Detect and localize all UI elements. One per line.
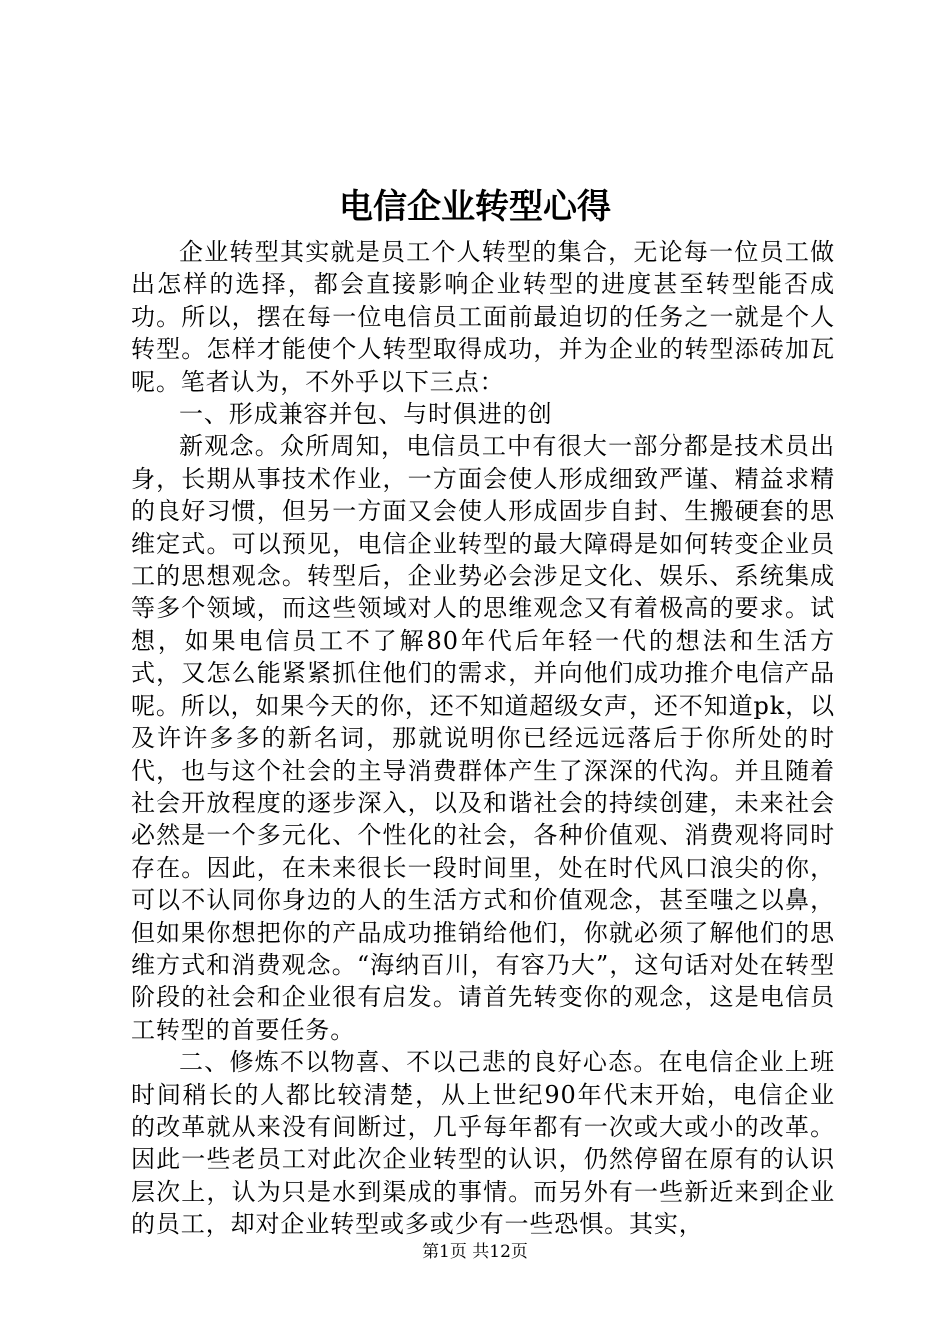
page-number: 第1页 共12页 <box>422 1242 528 1262</box>
paragraph-point-two: 二、修炼不以物喜、不以己悲的良好心态。在电信企业上班时间稍长的人都比较清楚，从上世纪90年代末开始，电信企业的改革就从来没有间断过，几乎每年都有一次或大或小的改革。因此一些老员工对此次企业转型的认识，仍然停留在原有的认识层次上，认为只是水到渠成的事情。而另外有一些新近来到企业的员工，却对企业转型或多或少有一些恐惧。其实， <box>131 1048 835 1239</box>
paragraph-intro: 企业转型其实就是员工个人转型的集合，无论每一位员工做出怎样的选择，都会直接影响企业转型的进度甚至转型能否成功。所以，摆在每一位电信员工面前最迫切的任务之一就是个人转型。怎样才能使个人转型取得成功，并为企业的转型添砖加瓦呢。笔者认为，不外乎以下三点： <box>131 238 835 396</box>
paragraph-heading-one: 一、形成兼容并包、与时俱进的创 <box>179 400 553 429</box>
document-body <box>131 236 835 1241</box>
paragraph-point-one: 新观念。众所周知，电信员工中有很大一部分都是技术员出身，长期从事技术作业，一方面会使人形成细致严谨、精益求精的良好习惯，但另一方面又会使人形成固步自封、生搬硬套的思维定式。可以预见，电信企业转型的最大障碍是如何转变企业员工的思想观念。转型后，企业势必会涉足文化、娱乐、系统集成等多个领域，而这些领域对人的思维观念又有着极高的要求。试想，如果电信员工不了解80年代后年轻一代的想法和生活方式，又怎么能紧紧抓住他们的需求，并向他们成功推介电信产品呢。所以，如果今天的你，还不知道超级女声，还不知道pk，以及许许多多的新名词，那就说明你已经远远落后于你所处的时代，也与这个社会的主导消费群体产生了深深的代沟。并且随着社会开放程度的逐步深入，以及和谐社会的持续创建，未来社会必然是一个多元化、个性化的社会，各种价值观、消费观将同时存在。因此，在未来很长一段时间里，处在时代风口浪尖的你，可以不认同你身边的人的生活方式和价值观念，甚至嗤之以鼻，但如果你想把你的产品成功推销给他们，你就必须了解他们的思维方式和消费观念。“海纳百川，有容乃大”，这句话对处在转型阶段的社会和企业很有启发。请首先转变你的观念，这是电信员工转型的首要任务。 <box>131 432 836 1044</box>
document-title: 电信企业转型心得 <box>339 187 611 227</box>
